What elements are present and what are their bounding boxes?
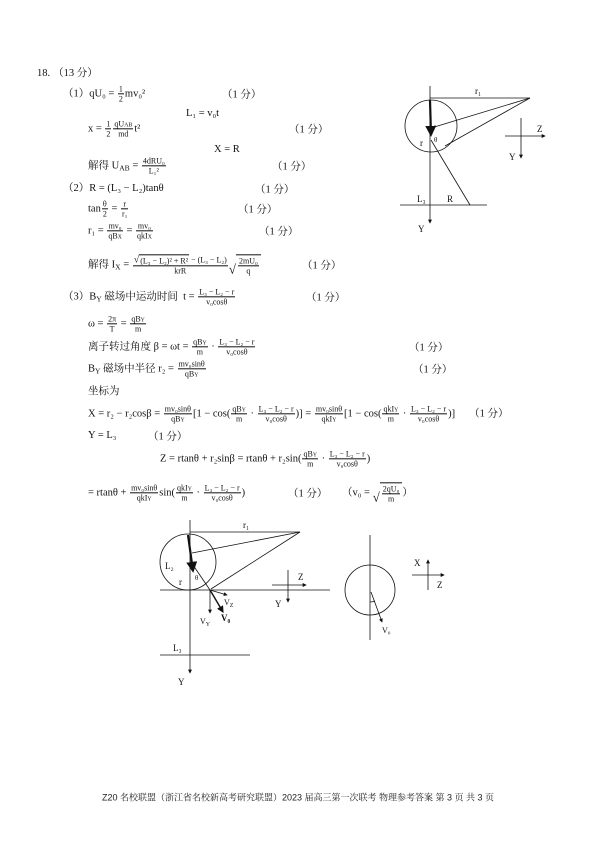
math-text: m: [196, 347, 203, 357]
math-text: 1: [118, 84, 123, 94]
math-text: ）: [402, 486, 413, 498]
math-text: m: [307, 459, 314, 469]
math-text: 磁场中运动时间 t =: [101, 290, 198, 302]
radical-sign: √: [133, 254, 140, 266]
math-text: 解得 U: [88, 159, 120, 171]
fraction-numerator: [329, 449, 366, 459]
fraction-denominator: [130, 325, 146, 334]
part3-z-coordinate-equation: [160, 449, 370, 468]
fraction-denominator: [113, 130, 133, 139]
math-text: 2: [102, 209, 107, 219]
fraction: [258, 404, 295, 423]
subscript: X: [115, 262, 121, 272]
part2-radius-equation: [88, 221, 154, 240]
math-text: ·: [400, 407, 410, 419]
math-text: q: [246, 266, 251, 276]
math-text: [1 − cos(: [344, 407, 382, 419]
math-text: L₃ − L₂ − r: [411, 404, 447, 414]
fraction-numerator: [107, 221, 123, 231]
fraction-denominator: [410, 415, 447, 424]
r-distance-label: R: [447, 194, 454, 204]
fraction-denominator: [130, 494, 158, 503]
fraction-denominator: [164, 415, 192, 424]
vy-label-main: V: [200, 617, 206, 626]
question-number: 18.: [37, 67, 51, 79]
math-text: =: [123, 224, 136, 236]
math-text: qU: [114, 119, 125, 129]
part2-tangent-equation: [88, 199, 129, 218]
math-text: 坐标为: [88, 385, 120, 397]
math-text: qB: [108, 231, 118, 241]
l2-label: L₂: [165, 561, 174, 571]
math-text: r: [123, 199, 127, 209]
math-text: （v₀ =: [342, 486, 373, 498]
subscript: AB: [119, 163, 130, 173]
z-axis-label: Z: [298, 572, 304, 582]
subscript: Y: [312, 452, 317, 459]
fraction-numerator: [118, 84, 124, 94]
fraction-denominator: [315, 415, 343, 424]
subscript: AB: [124, 122, 133, 129]
subscript: Y: [140, 317, 145, 324]
subscript: Y: [95, 366, 101, 376]
math-text: ·: [247, 407, 257, 419]
math-text: qB: [171, 414, 181, 424]
vz-label-main: V: [224, 598, 230, 607]
math-text: v₀cosθ: [265, 414, 287, 424]
subscript: Y: [180, 417, 185, 424]
math-text: ): [366, 452, 371, 464]
fraction-denominator: [118, 95, 124, 104]
part1-displacement-equation: [88, 119, 140, 138]
fraction-numerator: [164, 404, 192, 414]
fraction-denominator: [107, 325, 117, 334]
math-text: r₁: [122, 209, 128, 219]
fraction: [105, 119, 111, 138]
math-text: x =: [88, 122, 105, 134]
fraction: [329, 449, 366, 468]
fraction: [118, 84, 124, 103]
fraction: [238, 256, 259, 275]
part1-length-equation: [186, 108, 219, 120]
r1-label: r₁: [243, 520, 250, 530]
fraction-numerator: [130, 483, 158, 493]
math-text: X = R: [214, 143, 240, 155]
fraction: [198, 287, 235, 306]
fraction-denominator: [302, 460, 318, 469]
math-text: Z = rtanθ + r₂sinβ = rtanθ + r₂sin(: [160, 452, 302, 464]
math-text: mv₀: [137, 221, 151, 231]
math-text: Y = L₃: [88, 429, 117, 441]
math-text: ·: [193, 486, 203, 498]
r-label: r: [179, 577, 182, 587]
math-text: ·: [318, 452, 328, 464]
fraction-denominator: [218, 348, 255, 357]
math-text: L₁²: [148, 166, 159, 176]
fraction: [136, 221, 153, 240]
score-mark: （1 分）: [289, 124, 329, 136]
part1-energy-equation: [63, 84, 145, 103]
score-mark: （1 分）: [409, 342, 449, 354]
fraction-denominator: [238, 267, 259, 276]
fraction-numerator: [121, 199, 128, 209]
fan-line-lower: [445, 98, 530, 146]
math-text: =: [129, 159, 141, 171]
part3-radius-equation: [88, 359, 207, 378]
score-mark: （1 分）: [288, 488, 328, 500]
fraction: [130, 483, 158, 502]
y-axis-label: Y: [178, 677, 185, 687]
fraction-numerator: [382, 484, 401, 494]
score-mark: （1 分）: [469, 407, 509, 419]
fraction: [121, 199, 128, 218]
subscript: X: [117, 234, 122, 241]
math-text: 1: [106, 119, 111, 129]
fan-line-upper: [431, 98, 530, 128]
fraction-numerator: [142, 156, 166, 166]
math-text: =: [118, 317, 130, 329]
part3-angular-velocity-equation: [88, 314, 147, 333]
fraction-denominator: [258, 415, 295, 424]
radicand: [236, 254, 261, 275]
fraction-numerator: [102, 199, 108, 209]
part3-coordinates-label: [88, 386, 120, 398]
fraction: [204, 483, 241, 502]
math-text: X = r₂ − r₂cosβ =: [88, 407, 163, 419]
v0-label: V₀: [221, 613, 231, 623]
subscript: X: [147, 234, 152, 241]
fraction: [107, 314, 117, 333]
fraction: [142, 156, 166, 175]
math-text: ): [241, 486, 246, 498]
math-text: qB: [131, 314, 141, 324]
math-text: mv₀sinθ: [164, 404, 191, 414]
figure-velocity-decomposition: [155, 515, 335, 693]
math-text: 2qU₀: [382, 484, 400, 494]
initial-velocity-note: [342, 482, 413, 503]
fraction: [302, 449, 318, 468]
fraction-denominator: [382, 495, 401, 504]
theta-label: θ: [434, 136, 438, 144]
part1-result-equation: [88, 156, 167, 175]
math-text: qkI: [137, 231, 148, 241]
y-axis-small-label: Y: [275, 599, 282, 609]
fraction-denominator: [192, 348, 208, 357]
fraction-numerator: [136, 221, 153, 231]
math-text: =: [108, 202, 120, 214]
fraction-numerator: [107, 314, 117, 324]
radicand: [380, 482, 403, 503]
page-footer: Z20 名校联盟（浙江省名校新高考研究联盟）2023 届高三第一次联考 物理参考答案 第 3 页 共 3 页: [101, 792, 495, 803]
math-text: mv₀²: [124, 87, 146, 99]
math-text: mv₀sinθ: [131, 483, 158, 493]
math-text: mv₀sinθ: [178, 359, 205, 369]
math-text: m: [387, 414, 394, 424]
l3-label: L₃: [173, 643, 182, 653]
math-text: qB: [232, 404, 242, 414]
score-mark: （1 分）: [306, 292, 346, 304]
z-axis-label: Z: [437, 580, 443, 590]
part3-z-coordinate-result: [88, 483, 245, 502]
v0-label: V₀: [382, 626, 391, 635]
radical-sign: √: [372, 489, 380, 505]
fraction-denominator: [329, 460, 366, 469]
math-text: mv₀: [108, 221, 122, 231]
vz-label-sub: Z: [229, 603, 234, 609]
fraction-numerator: [218, 337, 255, 347]
math-text: ω =: [88, 317, 107, 329]
question-heading: [37, 68, 98, 80]
y-axis-small-label: Y: [509, 152, 516, 162]
fraction-numerator: [176, 483, 193, 493]
l3-label: L₃: [417, 194, 426, 204]
math-text: B: [88, 362, 96, 374]
fraction-denominator: [136, 232, 153, 241]
fraction: [113, 119, 133, 138]
math-text: L₃ − L₂ − r: [199, 287, 235, 297]
fraction-denominator: [198, 298, 235, 307]
fraction-numerator: [231, 404, 247, 414]
fraction-numerator: [192, 337, 208, 347]
fraction: [107, 221, 123, 240]
fraction: [164, 404, 192, 423]
score-mark: （1 分）: [238, 204, 278, 216]
square-root: [229, 254, 261, 275]
math-text: 2π: [108, 314, 117, 324]
math-text: = rtanθ +: [88, 486, 130, 498]
math-text: )] =: [295, 407, 314, 419]
subscript: Y: [202, 340, 207, 347]
math-text: （2）R = (L₃ − L₂)tanθ: [63, 182, 164, 194]
score-mark: （1 分）: [302, 260, 342, 272]
math-text: T: [109, 324, 115, 334]
v0-arrow: [371, 592, 382, 622]
vz-label: [224, 598, 234, 609]
fraction-numerator: [133, 254, 228, 266]
subscript: Y: [241, 407, 246, 414]
part3-angle-equation: [88, 337, 256, 356]
math-text: 磁场中半径 r₂ =: [100, 362, 177, 374]
fraction: [178, 359, 206, 378]
fraction-denominator: [178, 370, 206, 379]
math-text: qkI: [136, 493, 148, 503]
score-mark: （1 分）: [255, 184, 295, 196]
math-text: L₁ = v₀t: [186, 107, 220, 119]
y-axis-label: Y: [418, 224, 425, 234]
fraction: [218, 337, 255, 356]
r1-label: r₁: [475, 86, 482, 96]
fraction-numerator: [178, 359, 206, 369]
math-text: mv₀sinθ: [315, 404, 343, 414]
math-text: m: [236, 414, 243, 424]
vy-label: [200, 617, 211, 628]
part1-condition-equation: [214, 144, 240, 156]
fraction: [176, 483, 193, 502]
fraction: [192, 337, 208, 356]
fraction: [102, 199, 108, 218]
math-text: 2: [118, 94, 123, 104]
figure-top-view: [340, 530, 455, 645]
subscript: Y: [147, 496, 152, 503]
math-text: L₃ − L₂ − r: [329, 449, 365, 459]
math-text: qB: [303, 449, 313, 459]
math-text: r₁ =: [88, 224, 107, 236]
subscript: Y: [96, 294, 102, 304]
fraction: [231, 404, 247, 423]
math-text: 2mU₀: [239, 256, 258, 266]
z-axis-label: Z: [537, 124, 543, 134]
score-mark: （1 分）: [259, 226, 299, 238]
math-text: − (L₃ − L₂): [189, 255, 227, 265]
fraction-denominator: [176, 494, 193, 503]
fraction-numerator: [204, 483, 241, 493]
part2-geometry-equation: [63, 183, 164, 195]
figure-trajectory-top: [395, 80, 560, 240]
subscript: Y: [194, 372, 199, 379]
radical-sign: √: [228, 261, 236, 277]
math-text: t²: [134, 122, 141, 134]
math-text: qkI: [177, 483, 188, 493]
fraction-denominator: [105, 130, 111, 139]
math-text: v₀cosθ: [206, 297, 228, 307]
fraction: [382, 484, 401, 503]
fraction-denominator: [231, 415, 247, 424]
math-text: =: [120, 258, 132, 270]
x-coordinate-expression: [88, 404, 455, 423]
math-text: θ: [102, 199, 107, 209]
fraction-denominator: [382, 415, 399, 424]
math-text: v₀cosθ: [417, 414, 440, 424]
math-text: md: [118, 129, 129, 139]
fraction-numerator: [238, 256, 259, 266]
math-text: 解得 I: [88, 258, 116, 270]
math-text: v₀cosθ: [211, 493, 233, 503]
score-mark: （1 分）: [272, 161, 312, 173]
subscript: Y: [332, 417, 337, 424]
score-mark: （1 分）: [222, 89, 262, 101]
part3-time-equation: [63, 287, 236, 306]
fraction: [133, 254, 228, 275]
fraction-numerator: [315, 404, 343, 414]
math-text: )]: [448, 407, 456, 419]
math-text: m: [387, 494, 395, 504]
fraction-denominator: [133, 267, 228, 276]
fraction-denominator: [121, 210, 128, 219]
fraction-denominator: [102, 210, 108, 219]
fraction-numerator: [258, 404, 295, 414]
score-mark: （1 分）: [148, 431, 188, 443]
fraction-numerator: [198, 287, 235, 297]
score-mark: （1 分）: [413, 364, 453, 376]
radicand: [139, 254, 189, 265]
math-text: 2: [106, 129, 111, 139]
math-text: qB: [193, 337, 203, 347]
fraction-numerator: [302, 449, 318, 459]
fraction-numerator: [113, 119, 133, 129]
fraction: [382, 404, 399, 423]
math-text: qkI: [321, 414, 333, 424]
math-text: L₃ − L₂ − r: [258, 404, 294, 414]
fraction-denominator: [142, 167, 166, 176]
r-label: r: [420, 138, 423, 148]
math-text: qB: [184, 369, 195, 379]
fraction: [410, 404, 447, 423]
fraction: [315, 404, 343, 423]
math-text: v₀cosθ: [226, 347, 248, 357]
math-text: L₃ − L₂ − r: [219, 337, 255, 347]
entry-velocity-arrow: [430, 100, 431, 135]
fraction-numerator: [382, 404, 399, 414]
math-text: qkI: [383, 404, 395, 414]
math-text: tan: [88, 202, 101, 214]
math-text: ·: [208, 340, 218, 352]
math-text: 离子转过角度 β = ωt =: [88, 340, 192, 352]
math-text: （3）B: [63, 290, 97, 302]
square-root: [134, 254, 189, 265]
fraction-denominator: [204, 494, 241, 503]
vy-label-sub: Y: [205, 622, 211, 628]
part3-y-coordinate-equation: [88, 430, 116, 442]
math-text: (L₃ − L₂)² + R²: [140, 256, 189, 266]
fraction-numerator: [130, 314, 146, 324]
math-text: m: [134, 324, 142, 334]
x-axis-label: X: [414, 558, 421, 568]
math-text: L₃ − L₂ − r: [204, 483, 240, 493]
math-text: v₀cosθ: [336, 459, 358, 469]
math-text: m: [181, 493, 188, 503]
math-text: sin(: [159, 486, 176, 498]
part2-result-equation: [88, 254, 261, 275]
question-points: （13 分）: [53, 67, 98, 79]
math-text: 4dRU₀: [142, 156, 165, 166]
fraction-numerator: [410, 404, 447, 414]
theta-label: θ: [195, 574, 199, 582]
fraction-denominator: [107, 232, 123, 241]
part3-x-coordinate-equation: [88, 404, 508, 423]
subscript: Y: [394, 407, 399, 414]
math-text: [1 − cos(: [192, 407, 231, 419]
math-text: krR: [174, 266, 187, 276]
math-text: （1）qU₀ =: [63, 87, 117, 99]
fraction-numerator: [105, 119, 111, 129]
square-root: [373, 482, 403, 503]
fraction: [130, 314, 146, 333]
subscript: Y: [187, 486, 192, 493]
